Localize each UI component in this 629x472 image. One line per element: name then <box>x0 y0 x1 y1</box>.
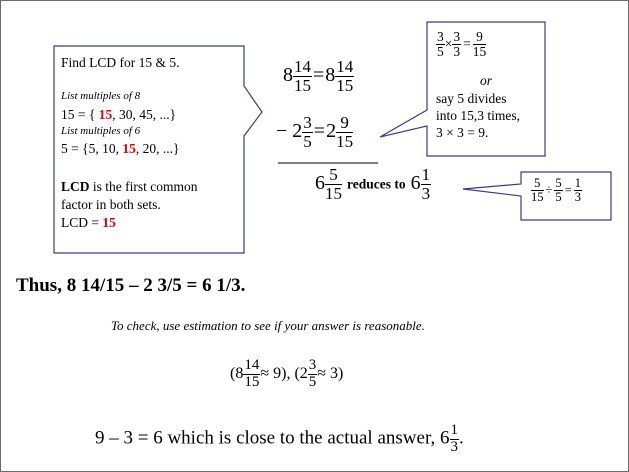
multiples-5-line: 5 = {5, 10, 15, 20, ...} <box>61 141 180 156</box>
lcd-title: Find LCD for 15 & 5. <box>61 55 180 70</box>
lcd-definition-line2: factor in both sets. <box>61 197 161 212</box>
equiv-equation: $\frac{3}{5}$ × $\frac{3}{3}$ = $\frac{9}{15}$ <box>437 29 487 60</box>
multiples-15-line: 15 = { 15, 30, 45, ...} <box>61 107 177 122</box>
reduces-to-label: reduces to <box>347 176 406 192</box>
check-note: To check, use estimation to see if your answer is reasonable. <box>111 318 425 333</box>
lcd-definition-line1: LCD is the first common <box>61 179 198 194</box>
equiv-line-3: 3 × 3 = 9. <box>436 125 489 140</box>
multiples-8-label: List multiples of 8 <box>61 90 141 102</box>
final-statement: 9 – 3 = 6 which is close to the actual answer, 6 $\frac{1}{3}$ . <box>95 422 464 455</box>
subtraction-row-2: − 2 $\frac{3}{5}$ =2 $\frac{9}{15}$ <box>276 113 354 151</box>
estimation-expression: (8 $\frac{14}{15}$ ≈ 9), (2 $\frac{3}{5}$ ≈ 3) <box>230 357 344 390</box>
reduce-fraction-box: $\frac{5}{15}$ ÷ $\frac{5}{5}$ = $\frac{1}{3}$ <box>531 176 581 205</box>
subtraction-row-1: 8 $\frac{14}{15}$ =8 $\frac{14}{15}$ <box>283 57 354 95</box>
equiv-or: or <box>480 73 493 88</box>
multiples-6-label: List multiples of 6 <box>61 125 141 137</box>
summary-statement: Thus, 8 14/15 – 2 3/5 = 6 1/3. <box>16 275 246 296</box>
equiv-line-1: say 5 divides <box>436 91 507 106</box>
subtraction-result: 6 $\frac{5}{15}$ reduces to 6 $\frac{1}{3}$ <box>315 165 431 203</box>
equiv-line-2: into 15,3 times, <box>436 108 520 123</box>
lcd-result: LCD = 15 <box>61 215 116 230</box>
